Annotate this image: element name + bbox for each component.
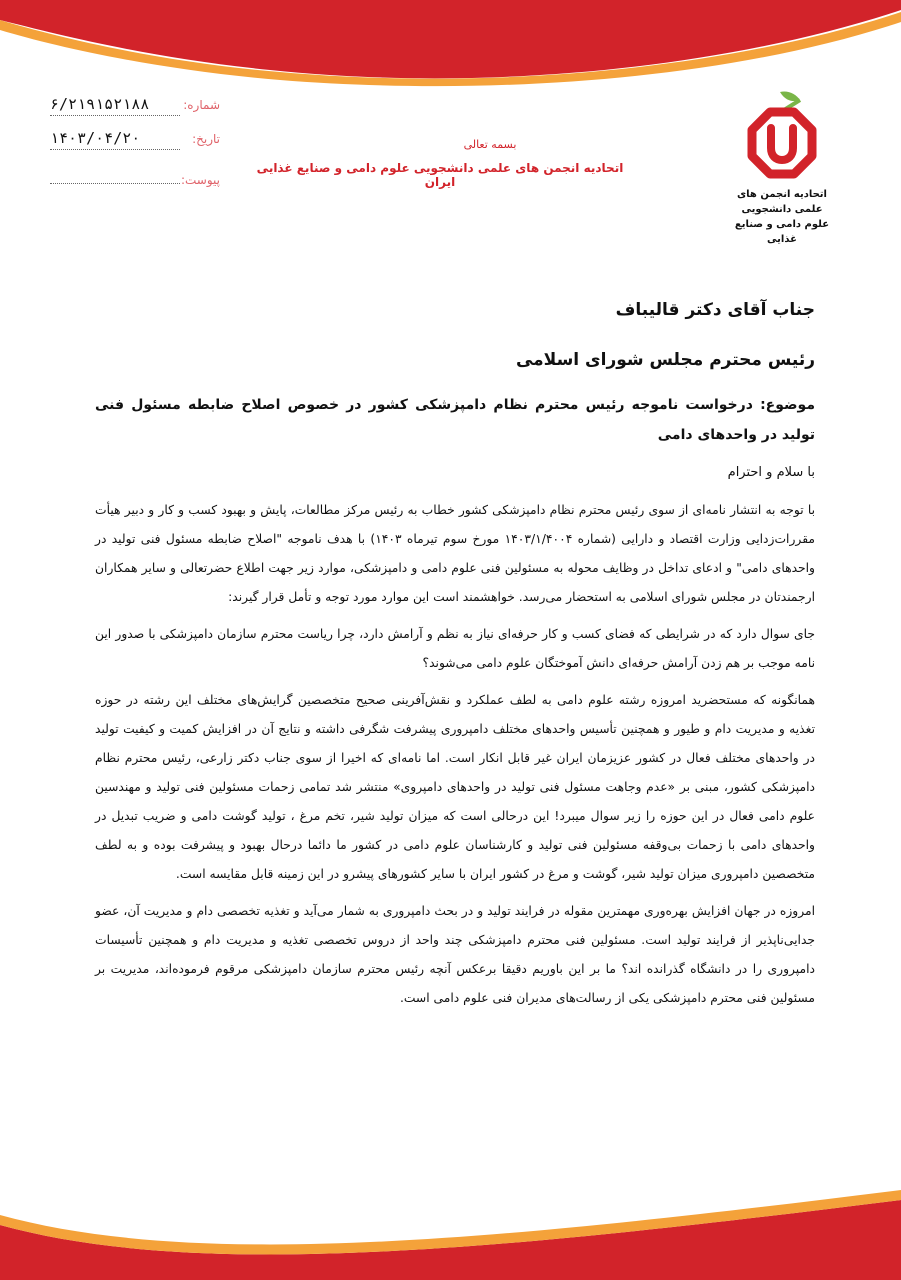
union-title: اتحادیه انجمن های علمی دانشجویی علوم دامی و صنایع غذایی ایران [256, 161, 624, 189]
union-logo-icon [742, 90, 822, 185]
letter-meta [50, 95, 220, 197]
logo-text-line1: اتحادیه انجمن های علمی دانشجویی [736, 189, 827, 215]
date-value: ۱۴۰۳/۰۴/۲۰ [50, 129, 180, 150]
date-label: تاریخ: [192, 132, 220, 146]
logo-caption [722, 187, 842, 247]
recipient: جناب آقای دکتر قالیباف [615, 300, 815, 320]
union-logo [722, 90, 842, 245]
top-decorative-wave [0, 0, 901, 95]
letter-header [250, 138, 630, 189]
recipient-position: رئیس محترم مجلس شورای اسلامی [515, 350, 815, 370]
logo-text-line2: علوم دامی و صنایع غذایی [734, 219, 830, 245]
number-label: شماره: [183, 98, 220, 112]
number-row [50, 95, 220, 129]
attachment-row [50, 163, 220, 197]
paragraph: همانگونه که مستحضرید امروزه رشته علوم دامی به لطف عملکرد و نقش‌آفرینی صحیح متخصصین گرایش‌های مختلف این رشته در حوزه تغذیه و مدیریت دام و طیور و همچنین تأسیس واحدهای مختلف دامپروری پیشرفت شگرفی داشته و نتایج آن در افزایش کمیت و کیفیت تولید در واحدهای مختلف فعال در کشور عزیزمان ایران غیر قابل انکار است. اما نامه‌ای که اخیرا از سوی جناب دکتر زارعی، رئیس محترم نظام دامپزشکی کشور، مبنی بر «عدم وجاهت مسئول فنی تولید در واحدهای دامپروی» منتشر شد تمامی زحمات مسئولین فنی تولید و مهندسین علوم دامی فعال در این حوزه را زیر سوال میبرد! این درحالی است که میزان تولید شیر، تخم مرغ ، تولید گوشت دامی و ضریب تبدیل در واحدهای دامی با زحمات بی‌وقفه مسئولین فنی تولید و کارشناسان علوم دامی در کشور ما دائما درحال بهبود و پیشرفت بوده و به لطف متخصصین دامپروری میزان تولید شیر، گوشت و مرغ در کشور ایران با سایر کشورهای پیشرو در این زمینه قابل مقایسه است. [95, 693, 815, 881]
paragraph: جای سوال دارد که در شرایطی که فضای کسب و کار حرفه‌ای نیاز به نظم و آرامش دارد، چرا ریاست محترم سازمان دامپزشکی با صدور این نامه موجب بر هم زدن آرامش حرفه‌ای دانش آموختگان علوم دامی می‌شوند؟ [95, 627, 815, 670]
number-value: ۶/۲۱۹۱۵۲۱۸۸ [50, 95, 180, 116]
paragraph: امروزه در جهان افزایش بهره‌وری مهمترین مقوله در فرایند تولید و در بحث دامپروری به شمار می‌آید و تغذیه تخصصی دام و مدیریت آن، عضو جدایی‌ناپذیر از فرایند تولید است. مسئولین فنی محترم دامپزشکی چند واحد از دروس تخصصی تغذیه و مدیریت دام و همچنین تأسیسات دامپروری را در دانشگاه گذرانده اند؟ ما بر این باوریم دقیقا برعکس آنچه رئیس محترم سازمان دامپزشکی مرقوم فرموده‌اند، مدیریت بر مسئولین فنی محترم دامپزشکی یکی از رسالت‌های مدیران فنی علوم دامی است. [95, 904, 815, 1005]
bottom-decorative-wave [0, 1170, 901, 1280]
paragraph: با توجه به انتشار نامه‌ای از سوی رئیس محترم نظام دامپزشکی کشور خطاب به رئیس مرکز مطالعات، پایش و بهبود کسب و کار و دبیر هیأت مقررات‌زدایی وزارت اقتصاد و دارایی (شماره ۱۴۰۳/۱/۴۰۰۴ مورخ سوم تیرماه ۱۴۰۳) با هدف ناموجه "اصلاح ضابطه مسئول فنی تولید در واحدهای دامی" و ادعای تداخل در وظایف محوله به مسئولین فنی علوم دامی و دامپزشکی، موارد زیر جهت اطلاع حضرتعالی و سایر همکاران ارجمندتان در مجلس شورای اسلامی به استحضار می‌رسد. خواهشمند است این موارد مورد توجه و تأمل قرار گیرند: [95, 503, 815, 604]
attachment-value [50, 163, 180, 184]
attachment-label: پیوست: [180, 173, 220, 187]
bismillah: بسمه تعالی [463, 138, 517, 151]
letter-body [95, 300, 815, 1021]
greeting: با سلام و احترام [727, 465, 815, 480]
date-row [50, 129, 220, 163]
subject: موضوع: درخواست ناموجه رئیس محترم نظام دامپزشکی کشور در خصوص اصلاح ضابطه مسئول فنی تولید در واحدهای دامی [95, 397, 815, 443]
